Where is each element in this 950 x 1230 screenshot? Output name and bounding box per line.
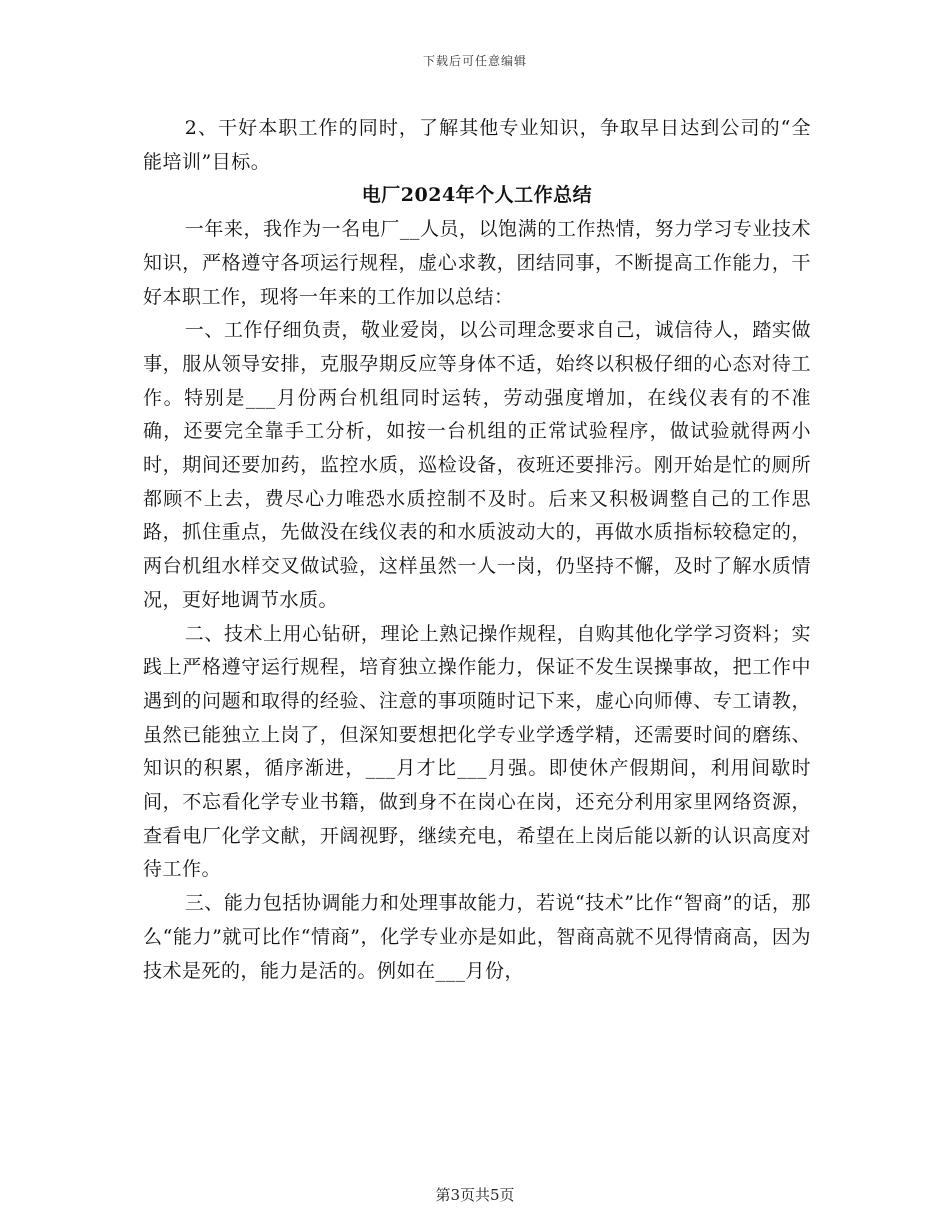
page-footer: 第3页共5页 <box>435 1186 515 1204</box>
paragraph-intro: 一年来，我作为一名电厂__人员，以饱满的工作热情，努力学习专业技术知识，严格遵守各项运行规程，虚心求教，团结同事，不断提高工作能力，干好本职工作，现将一年来的工作加以总结： <box>143 218 811 308</box>
paragraph-point-three: 三、能力包括协调能力和处理事故能力，若说“技术”比作“智商”的话，那么“能力”就可比作“情商”，化学专业亦是如此，智商高就不见得情商高，因为技术是死的，能力是活的。例如在___月份， <box>143 892 811 982</box>
page-header: 下载后可任意编辑 <box>422 54 527 68</box>
paragraph-carryover: 2、干好本职工作的同时，了解其他专业知识，争取早日达到公司的“全能培训”目标。 <box>143 117 811 173</box>
paragraph-point-two: 二、技术上用心钻研，理论上熟记操作规程，自购其他化学学习资料；实践上严格遵守运行规程，培育独立操作能力，保证不发生误操事故，把工作中遇到的问题和取得的经验、注意的事项随时记下来，虚心向师傅、专工请教，虽然已能独立上岗了，但深知要想把化学专业学透学精，还需要时间的磨练、知识的积累，循序渐进，___月才比___月强。即使休产假期间，利用间歇时间，不忘看化学专业书籍，做到身不在岗心在岗，还充分利用家里网络资源，查看电厂化学文献，开阔视野，继续充电，希望在上岗后能以新的认识高度对待工作。 <box>143 622 811 881</box>
paragraph-point-one: 一、工作仔细负责，敬业爱岗，以公司理念要求自己，诚信待人，踏实做事，服从领导安排，克服孕期反应等身体不适，始终以积极仔细的心态对待工作。特别是___月份两台机组同时运转，劳动强度增加，在线仪表有的不准确，还要完全靠手工分析，如按一台机组的正常试验程序，做试验就得两小时，期间还要加药，监控水质，巡检设备，夜班还要排污。刚开始是忙的厕所都顾不上去，费尽心力唯恐水质控制不及时。后来又积极调整自己的工作思路，抓住重点，先做没在线仪表的和水质波动大的，再做水质指标较稳定的，两台机组水样交叉做试验，这样虽然一人一岗，仍坚持不懈，及时了解水质情况，更好地调节水质。 <box>143 319 811 611</box>
section-title: 电厂2024年个人工作总结 <box>361 184 593 207</box>
document-body <box>143 112 811 988</box>
